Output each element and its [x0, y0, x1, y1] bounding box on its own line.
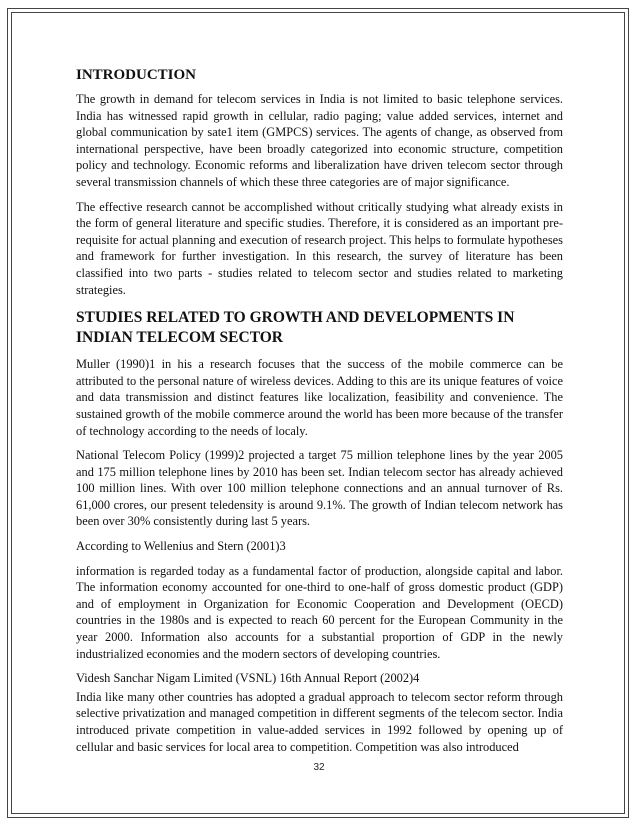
studies-heading: STUDIES RELATED TO GROWTH AND DEVELOPMENTS IN INDIAN TELECOM SECTOR — [76, 309, 515, 347]
muller-paragraph: Muller (1990)1 in his a research focuses that the success of the mobile commerce can be attributed to the personal nature of wireless devices. Adding to this are its unique features of voice and data transmission and distinct features like localization, feasibility and convenience. The sustained growth of the mobile commerce around the world has been more because of the transfer of technology according to the needs of localy. — [76, 357, 563, 438]
vsnl-paragraph: India like many other countries has adopted a gradual approach to telecom sector reform through selective privatization and managed competition in different segments of the telecom sector. India introduced private competition in value-added services in 1992 followed by opening up of cellular and basic services for local area to competition. Competition was also introduced — [76, 689, 563, 754]
introduction-heading: INTRODUCTION — [76, 67, 197, 83]
page-number: 32 — [313, 762, 325, 773]
vsnl-reference: Videsh Sanchar Nigam Limited (VSNL) 16th Annual Report (2002)4 — [76, 671, 420, 686]
wellenius-paragraph: information is regarded today as a fundamental factor of production, alongside capital and labor. The information economy accounted for one-third to one-half of gross domestic product (GDP) and of employment in Organization for Economic Cooperation and Development (OECD) countries in the 1980s and is expected to reach 60 percent for the European Community in the year 2000. Information also accounts for a substantial proportion of GDP in the newly industrialized economies and the modern sectors of developing countries. — [76, 563, 563, 661]
intro-paragraph-2: The effective research cannot be accomplished without critically studying what already exists in the form of general literature and specific studies. Therefore, it is considered as an important pre-requisite for actual planning and execution of research project. This helps to formulate hypotheses and framework for further investigation. In this research, the survey of literature has been classified into two parts - studies related to telecom sector and studies related to marketing strategies. — [76, 199, 563, 297]
page-content — [76, 66, 563, 763]
intro-paragraph-1: The growth in demand for telecom services in India is not limited to basic telephone services. India has witnessed rapid growth in cellular, radio paging; value added services, internet and global communication by sate1 item (GMPCS) services. The agents of change, as observed from international perspective, have been broadly categorized into economic structure, competition policy and technology. Economic reforms and liberalization have driven telecom sector through several transmission channels of which these three categories are of major significance. — [76, 92, 563, 189]
wellenius-reference: According to Wellenius and Stern (2001)3 — [76, 539, 286, 554]
ntp-paragraph: National Telecom Policy (1999)2 projected a target 75 million telephone lines by the year 2005 and 175 million telephone lines by 2010 has been set. Indian telecom sector has already achieved 100 million lines. With over 100 million telephone connections and an annual turnover of Rs. 61,000 crores, our present teledensity is around 9.1%. The growth of Indian telecom network has been over 30% consistently during last 5 years. — [76, 448, 563, 529]
